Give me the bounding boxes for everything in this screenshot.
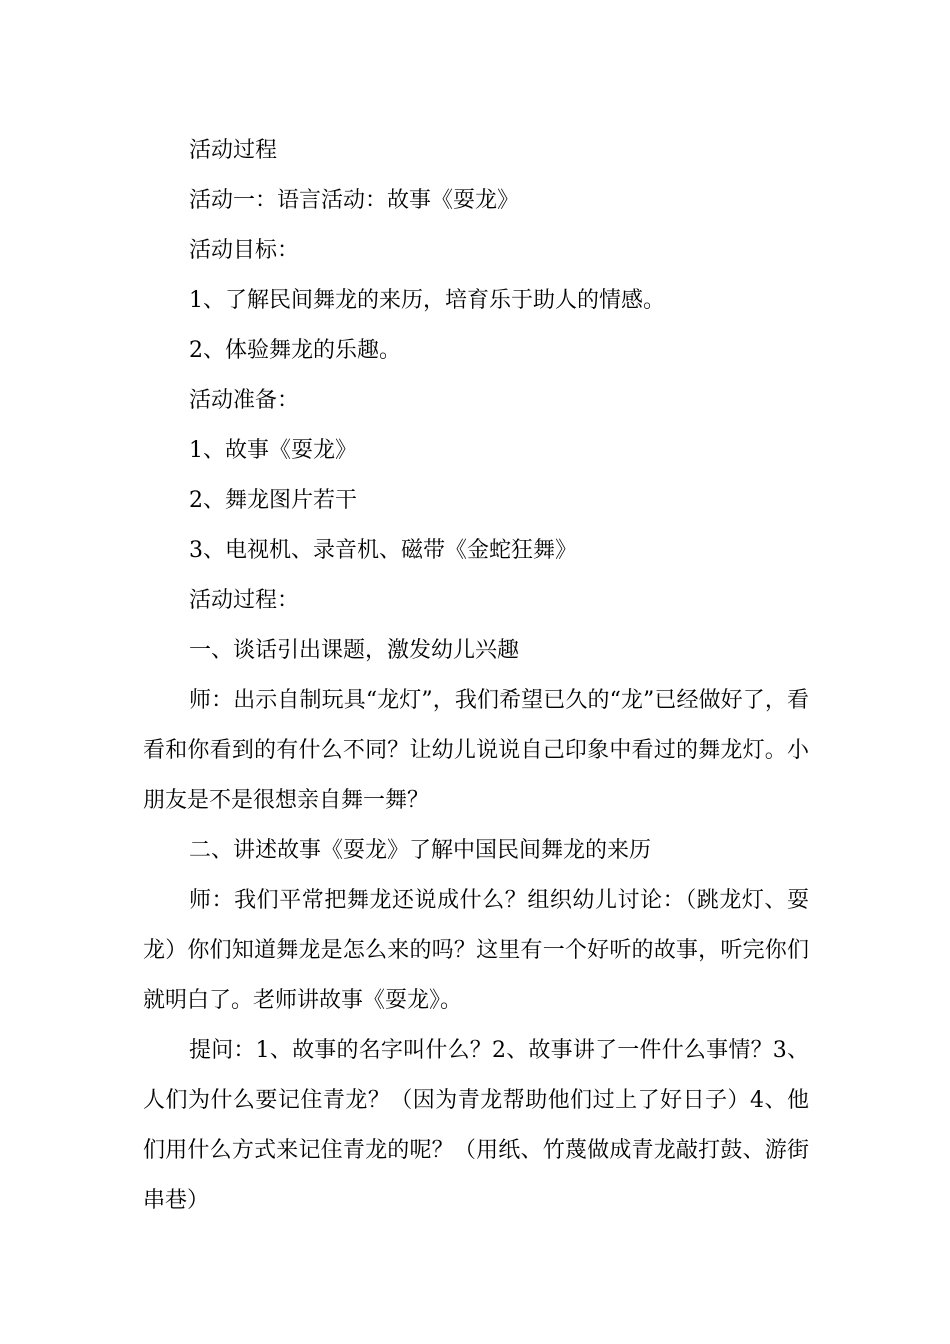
process-heading: 活动过程： [189, 588, 300, 613]
preparation-heading: 活动准备： [189, 388, 300, 413]
preparation-item-3: 3、电视机、录音机、磁带《金蛇狂舞》 [189, 538, 577, 563]
step-2-body: 师：我们平常把舞龙还说成什么？组织幼儿讨论：（跳龙灯、耍龙）你们知道舞龙是怎么来的吗？这里有一个好听的故事，听完你们就明白了。老师讲故事《耍龙》。 [143, 888, 809, 1013]
preparation-item-2: 2、舞龙图片若干 [189, 488, 357, 513]
goal-item-1: 1、了解民间舞龙的来历，培育乐于助人的情感。 [189, 288, 665, 313]
goals-heading: 活动目标： [189, 238, 300, 263]
activity-title: 活动一：语言活动：故事《耍龙》 [189, 188, 520, 213]
section-heading: 活动过程 [189, 138, 278, 163]
questions-paragraph: 提问：1、故事的名字叫什么？2、故事讲了一件什么事情？3、人们为什么要记住青龙？（因为青龙帮助他们过上了好日子）4、他们用什么方式来记住青龙的呢？（用纸、竹蔑做成青龙敲打鼓、游街串巷） [143, 1038, 809, 1213]
document-body [143, 126, 809, 1226]
preparation-item-1: 1、故事《耍龙》 [189, 438, 357, 463]
step-2-heading: 二、讲述故事《耍龙》了解中国民间舞龙的来历 [189, 838, 652, 863]
step-1-body: 师：出示自制玩具“龙灯”，我们希望已久的“龙”已经做好了，看看和你看到的有什么不同？让幼儿说说自己印象中看过的舞龙灯。小朋友是不是很想亲自舞一舞？ [143, 688, 809, 813]
goal-item-2: 2、体验舞龙的乐趣。 [189, 338, 401, 363]
step-1-heading: 一、谈话引出课题，激发幼儿兴趣 [189, 638, 520, 663]
